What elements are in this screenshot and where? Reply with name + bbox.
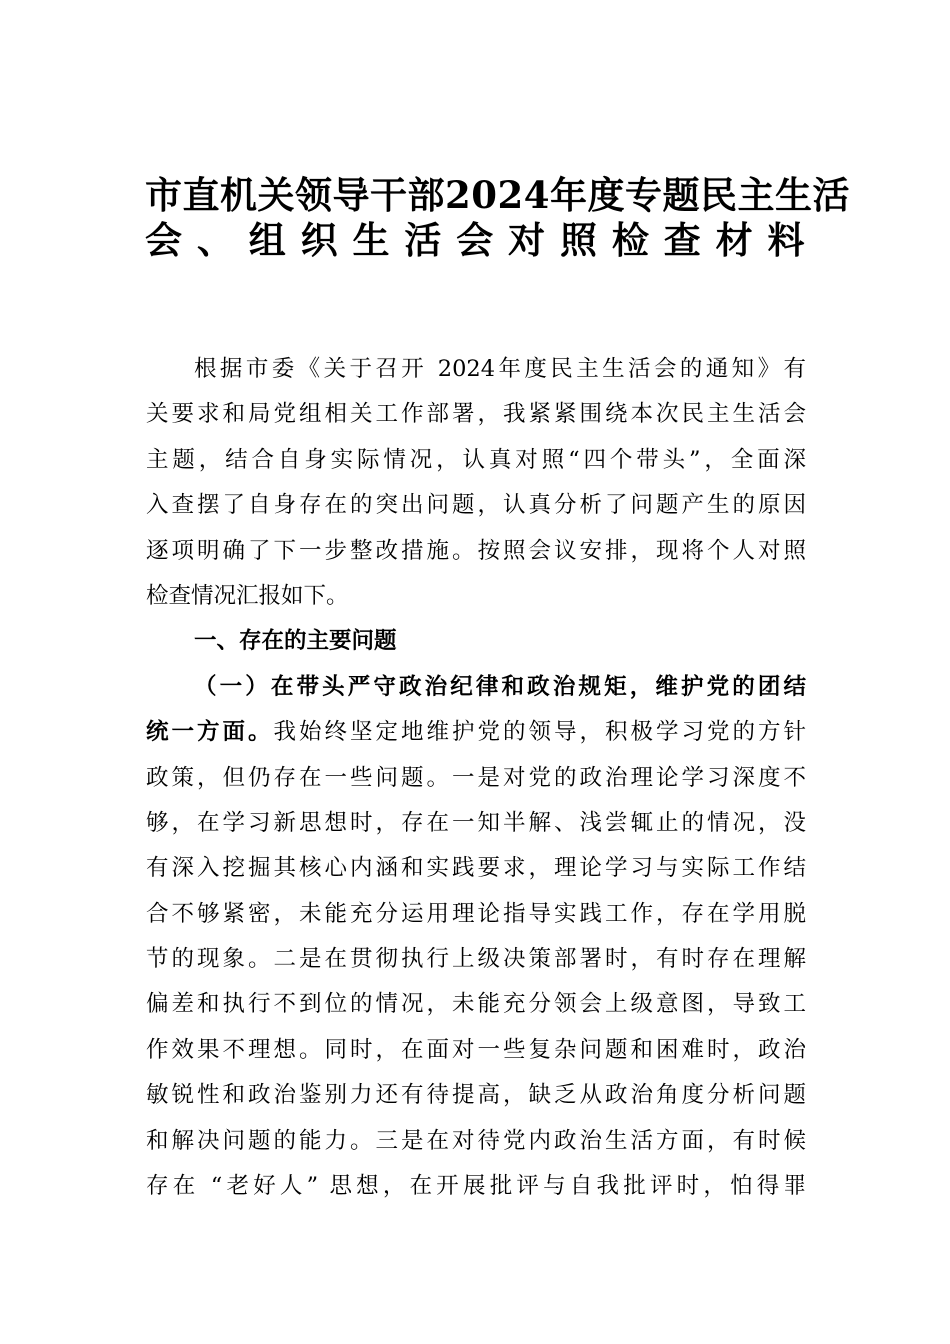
title-line-1: 市直机关领导干部2024年度专题民主生活 [145,173,850,217]
body-line: 够，在学习新思想时，存在一知半解、浅尝辄止的情况，没 [146,809,806,836]
subsection-heading-end: 统一方面。 [146,719,274,746]
intro-line: 入查摆了自身存在的突出问题，认真分析了问题产生的原因 [146,492,806,519]
body-line: 存在 “老好人” 思想，在开展批评与自我批评时，怕得罪 [146,1173,806,1200]
body-line: 节的现象。二是在贯彻执行上级决策部署时，有时存在理解 [146,946,806,973]
body-line: 作效果不理想。同时，在面对一些复杂问题和困难时，政治 [146,1036,806,1063]
intro-line: 根据市委《关于召开 2024年度民主生活会的通知》有 [194,356,806,382]
intro-line: 关要求和局党组相关工作部署，我紧紧围绕本次民主生活会 [146,401,806,428]
section-heading: 一、存在的主要问题 [194,628,397,655]
title-line-2: 会、组织生活会对照检查材料 [145,218,805,263]
intro-line: 逐项明确了下一步整改措施。按照会议安排，现将个人对照 [146,537,806,564]
document-title [145,160,850,263]
intro-line: 检查情况汇报如下。 [146,582,349,609]
document-body [146,347,806,1209]
subsection-line [146,710,806,755]
subsection-text: 我始终坚定地维护党的领导，积极学习党的方针 [273,719,806,746]
body-line: 和解决问题的能力。三是在对待党内政治生活方面，有时候 [146,1127,806,1154]
intro-line: 主题，结合自身实际情况，认真对照“四个带头”，全面深 [146,446,806,473]
body-line: 政策，但仍存在一些问题。一是对党的政治理论学习深度不 [146,764,806,791]
body-line: 合不够紧密，未能充分运用理论指导实践工作，存在学用脱 [146,900,806,927]
body-line: 偏差和执行不到位的情况，未能充分领会上级意图，导致工 [146,991,806,1018]
subsection-heading: （一）在带头严守政治纪律和政治规矩，维护党的团结 [194,673,806,700]
body-line: 敏锐性和政治鉴别力还有待提高，缺乏从政治角度分析问题 [146,1082,806,1109]
body-line: 有深入挖掘其核心内涵和实践要求，理论学习与实际工作结 [146,855,806,882]
